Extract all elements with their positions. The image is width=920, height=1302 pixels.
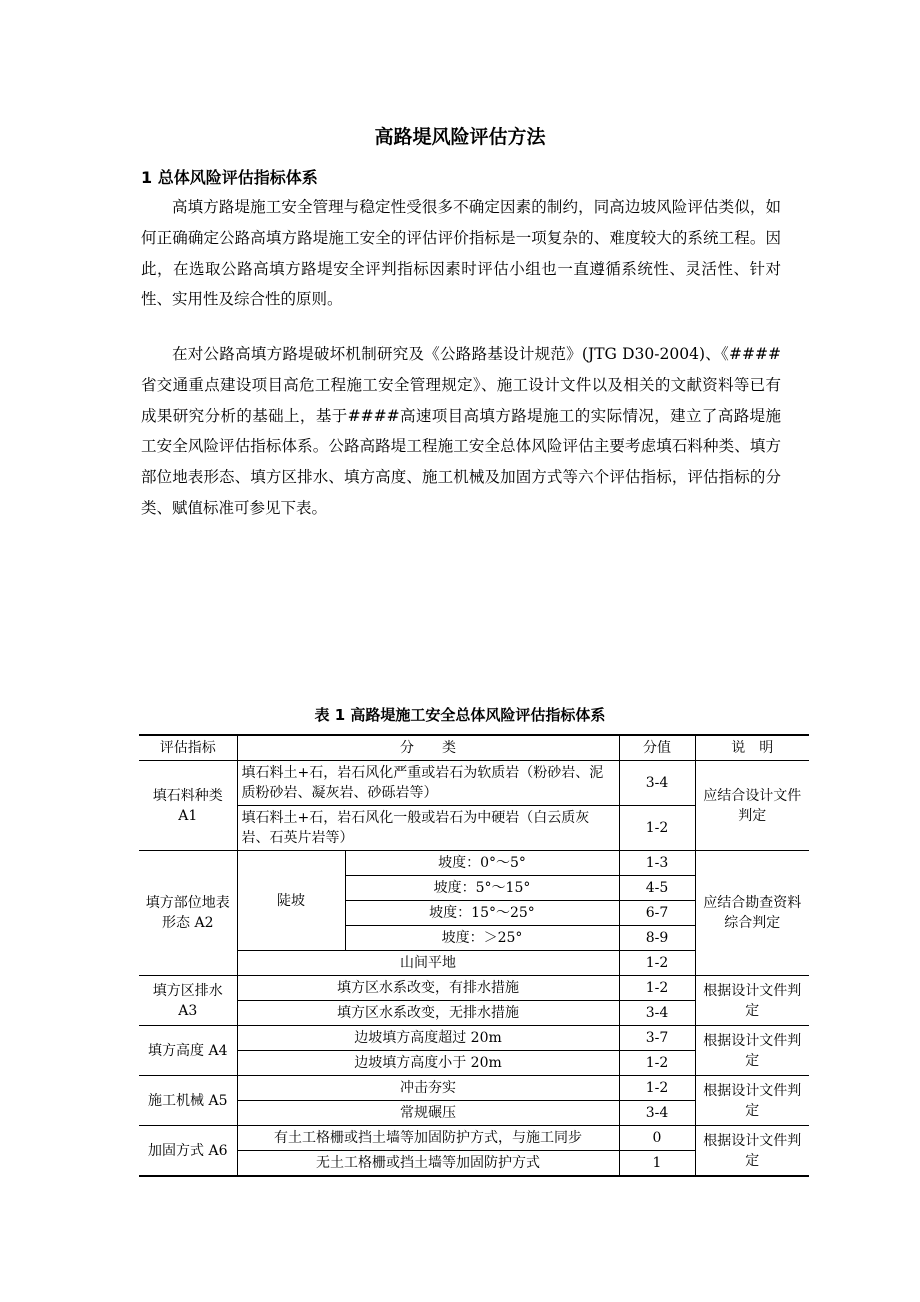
score-cell: 1-2 xyxy=(619,1076,695,1101)
paragraph-2: 在对公路高填方路堤破坏机制研究及《公路路基设计规范》(JTG D30-2004)、《####省交通重点建设项目高危工程施工安全管理规定》、施工设计文件以及相关的文献资料等已有成果研究分析的基础上，基于####高速项目高填方路堤施工的实际情况，建立了高路堤施工安全风险评估指标体系。公路高路堤工程施工安全总体风险评估主要考虑填石料种类、填方部位地表形态、填方区排水、填方高度、施工机械及加固方式等六个评估指标，评估指标的分类、赋值标准可参见下表。 xyxy=(141,345,781,517)
score-cell: 1-2 xyxy=(619,976,695,1001)
note-a2: 应结合勘查资料综合判定 xyxy=(695,851,809,976)
category-cell: 常规碾压 xyxy=(237,1101,619,1126)
table-row xyxy=(139,851,809,876)
note-a4: 根据设计文件判定 xyxy=(695,1026,809,1076)
table-row xyxy=(139,1126,809,1151)
table-header-row xyxy=(139,735,809,761)
category-cell: 有土工格栅或挡土墙等加固防护方式，与施工同步 xyxy=(237,1126,619,1151)
category-cell: 山间平地 xyxy=(237,951,619,976)
score-cell: 1-2 xyxy=(619,806,695,851)
header-indicator: 评估指标 xyxy=(139,735,237,761)
note-a1: 应结合设计文件判定 xyxy=(695,761,809,851)
category-cell: 边坡填方高度超过 20m xyxy=(237,1026,619,1051)
score-cell: 1-3 xyxy=(619,851,695,876)
category-cell: 填石料土+石，岩石风化严重或岩石为软质岩（粉砂岩、泥质粉砂岩、凝灰岩、砂砾岩等） xyxy=(237,761,619,806)
score-cell: 4-5 xyxy=(619,876,695,901)
page-title: 高路堤风险评估方法 xyxy=(374,126,546,148)
score-cell: 3-4 xyxy=(619,1101,695,1126)
score-cell: 1 xyxy=(619,1151,695,1177)
paragraph-1: 高填方路堤施工安全管理与稳定性受很多不确定因素的制约，同高边坡风险评估类似，如何正确确定公路高填方路堤施工安全的评估评价指标是一项复杂的、难度较大的系统工程。因此，在选取公路高填方路堤安全评判指标因素时评估小组也一直遵循系统性、灵活性、针对性、实用性及综合性的原则。 xyxy=(141,198,781,309)
indicator-a3: 填方区排水 A3 xyxy=(139,976,237,1026)
category-cell: 坡度：5°～15° xyxy=(345,876,619,901)
category-cell: 填方区水系改变，有排水措施 xyxy=(237,976,619,1001)
score-cell: 3-4 xyxy=(619,1001,695,1026)
score-cell: 0 xyxy=(619,1126,695,1151)
category-cell: 填方区水系改变，无排水措施 xyxy=(237,1001,619,1026)
category-cell: 填石料土+石，岩石风化一般或岩石为中硬岩（白云质灰岩、石英片岩等） xyxy=(237,806,619,851)
category-cell: 坡度：＞25° xyxy=(345,926,619,951)
category-cell: 无土工格栅或挡土墙等加固防护方式 xyxy=(237,1151,619,1177)
table-caption: 表 1 高路堤施工安全总体风险评估指标体系 xyxy=(314,706,606,724)
note-a6: 根据设计文件判定 xyxy=(695,1126,809,1177)
section-heading: 1 总体风险评估指标体系 xyxy=(141,168,318,187)
score-cell: 3-4 xyxy=(619,761,695,806)
indicator-a6: 加固方式 A6 xyxy=(139,1126,237,1177)
note-a3: 根据设计文件判定 xyxy=(695,976,809,1026)
table-row xyxy=(139,761,809,806)
category-cell: 边坡填方高度小于 20m xyxy=(237,1051,619,1076)
risk-indicator-table xyxy=(139,734,809,1177)
score-cell: 1-2 xyxy=(619,951,695,976)
score-cell: 8-9 xyxy=(619,926,695,951)
score-cell: 1-2 xyxy=(619,1051,695,1076)
header-note: 说 明 xyxy=(695,735,809,761)
category-cell: 坡度：0°～5° xyxy=(345,851,619,876)
table-row xyxy=(139,1076,809,1101)
header-score: 分值 xyxy=(619,735,695,761)
score-cell: 3-7 xyxy=(619,1026,695,1051)
indicator-a5: 施工机械 A5 xyxy=(139,1076,237,1126)
table-row xyxy=(139,976,809,1001)
indicator-a4: 填方高度 A4 xyxy=(139,1026,237,1076)
score-cell: 6-7 xyxy=(619,901,695,926)
slope-label: 陡坡 xyxy=(237,851,345,951)
note-a5: 根据设计文件判定 xyxy=(695,1076,809,1126)
table-row xyxy=(139,1026,809,1051)
header-category: 分 类 xyxy=(237,735,619,761)
indicator-a1: 填石料种类 A1 xyxy=(139,761,237,851)
category-cell: 坡度：15°～25° xyxy=(345,901,619,926)
indicator-a2: 填方部位地表形态 A2 xyxy=(139,851,237,976)
category-cell: 冲击夯实 xyxy=(237,1076,619,1101)
